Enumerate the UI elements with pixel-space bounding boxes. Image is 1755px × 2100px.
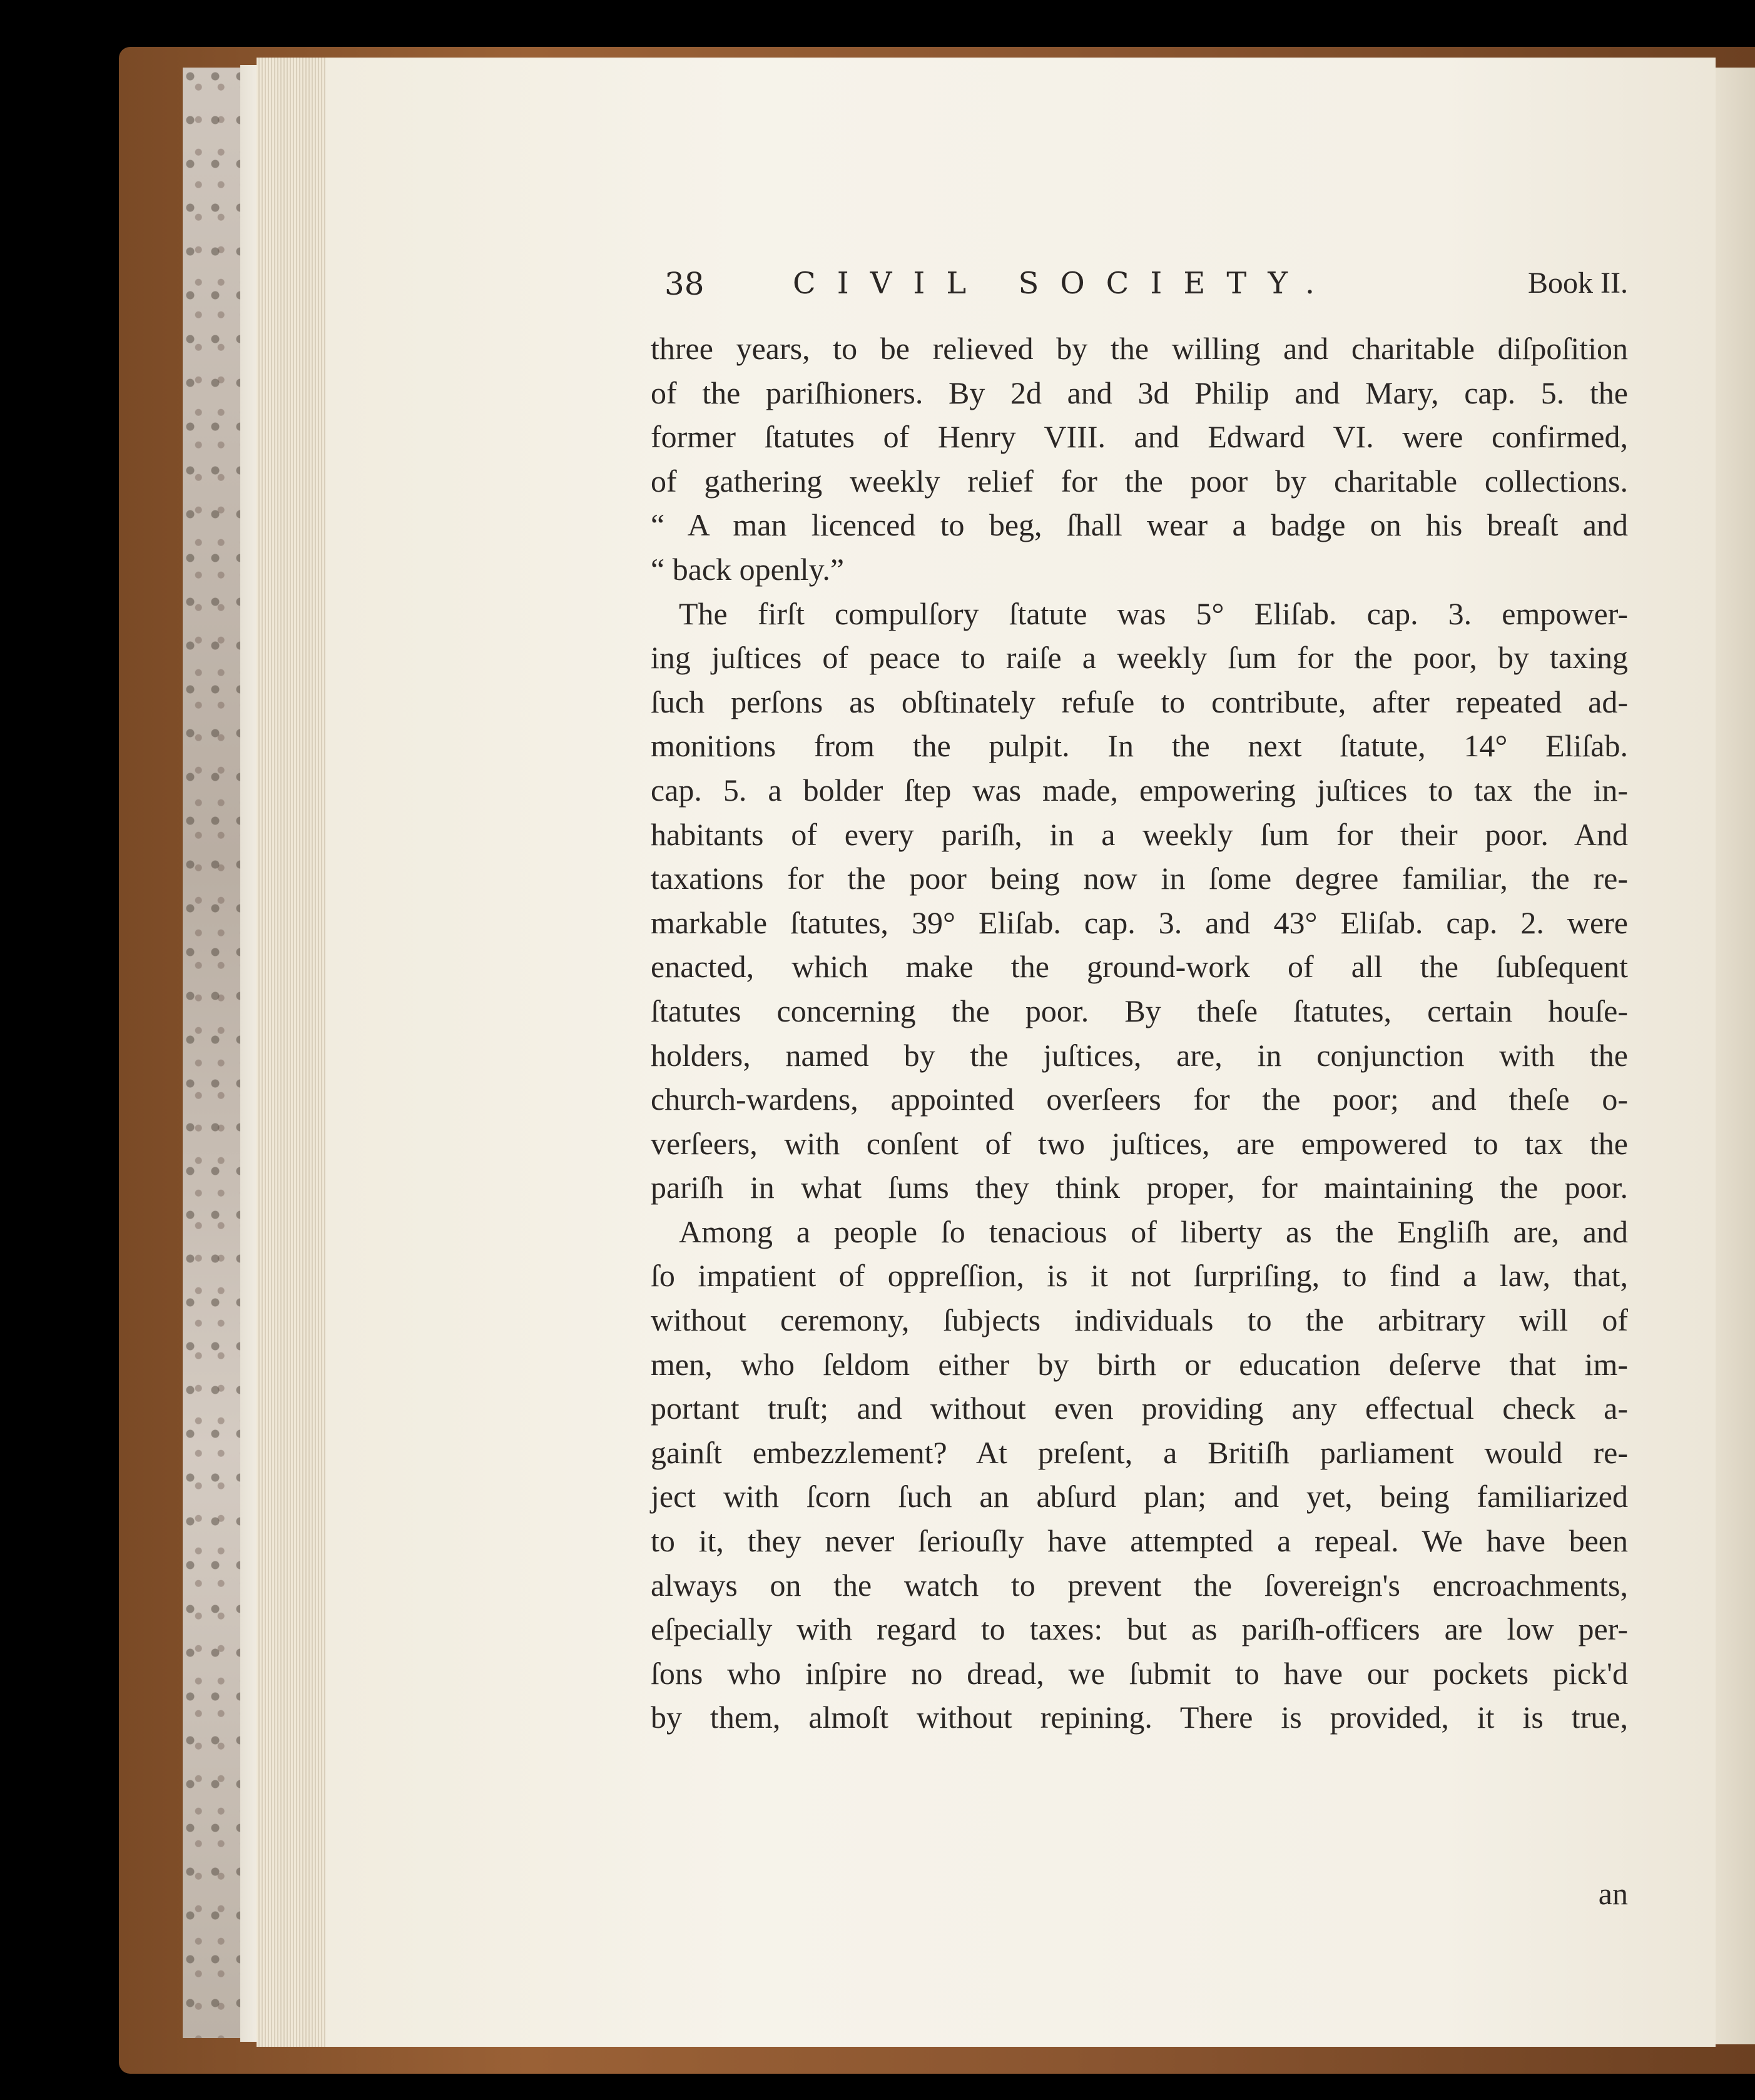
marbled-endpaper <box>183 68 242 2038</box>
text-line: men, who ſeldom either by birth or education deſerve that im- <box>651 1346 1628 1382</box>
text-line: ſons who inſpire no dread, we ſubmit to have our pockets pick'd <box>651 1655 1628 1691</box>
text-line: The firſt compulſory ſtatute was 5° Eliſab. cap. 3. empower- <box>679 596 1628 631</box>
running-title: CIVIL SOCIETY. <box>793 266 1336 301</box>
text-line: holders, named by the juſtices, are, in conjunction with the <box>651 1037 1628 1073</box>
text-line: without ceremony, ſubjects individuals to the arbitrary will of <box>651 1302 1628 1338</box>
book-reference: Book II. <box>1528 266 1628 300</box>
text-line: Among a people ſo tenacious of liberty as the Engliſh are, and <box>679 1214 1628 1249</box>
text-line: taxations for the poor being now in ſome degree familiar, the re- <box>651 861 1628 896</box>
text-line: ſo impatient of oppreſſion, is it not ſurpriſing, to find a law, that, <box>651 1258 1628 1294</box>
text-line: ſtatutes concerning the poor. By theſe ſtatutes, certain houſe- <box>651 993 1628 1028</box>
body-text <box>651 327 1628 1911</box>
facing-page-edge <box>1716 68 1755 2044</box>
text-line: “ A man licenced to beg, ſhall wear a badge on his breaſt and <box>651 507 1628 543</box>
text-line: markable ſtatutes, 39° Eliſab. cap. 3. and 43° Eliſab. cap. 2. were <box>651 905 1628 940</box>
text-line: portant truſt; and without even providing any effectual check a- <box>651 1391 1628 1426</box>
text-line: of gathering weekly relief for the poor by charitable collections. <box>651 463 1628 499</box>
text-line: always on the watch to prevent the ſovereign's encroachments, <box>651 1567 1628 1603</box>
text-line: enacted, which make the ground-work of all the ſubſequent <box>651 949 1628 985</box>
running-header <box>664 266 1628 310</box>
text-line: of the pariſhioners. By 2d and 3d Philip and Mary, cap. 5. the <box>651 375 1628 410</box>
text-line: ject with ſcorn ſuch an abſurd plan; and yet, being familiarized <box>651 1479 1628 1514</box>
text-line: monitions from the pulpit. In the next ſtatute, 14° Eliſab. <box>651 728 1628 764</box>
text-line: church-wardens, appointed overſeers for the poor; and theſe o- <box>651 1082 1628 1117</box>
text-line: habitants of every pariſh, in a weekly ſum for their poor. And <box>651 816 1628 852</box>
text-line: cap. 5. a bolder ſtep was made, empowering juſtices to tax the in- <box>651 772 1628 808</box>
page-number: 38 <box>664 266 705 302</box>
text-line: former ſtatutes of Henry VIII. and Edward VI. were confirmed, <box>651 419 1628 455</box>
text-line: to it, they never ſeriouſly have attempted a repeal. We have been <box>651 1523 1628 1559</box>
text-line: verſeers, with conſent of two juſtices, are empowered to tax the <box>651 1125 1628 1161</box>
text-line: gainſt embezzlement? At preſent, a Britiſh parliament would re- <box>651 1434 1628 1470</box>
text-line: ing juſtices of peace to raiſe a weekly ſum for the poor, by taxing <box>651 640 1628 676</box>
text-line: eſpecially with regard to taxes: but as pariſh-officers are low per- <box>651 1611 1628 1647</box>
page-block-edge <box>257 58 332 2047</box>
catchword: an <box>1598 1876 1628 1911</box>
text-line: pariſh in what ſums they think proper, for maintaining the poor. <box>651 1170 1628 1205</box>
text-line: ſuch perſons as obſtinately refuſe to contribute, after repeated ad- <box>651 684 1628 719</box>
text-line: by them, almoſt without repining. There is provided, it is true, <box>651 1700 1628 1735</box>
text-line: “ back openly.” <box>651 551 845 587</box>
text-line: three years, to be relieved by the willing and charitable diſpoſition <box>651 331 1628 366</box>
